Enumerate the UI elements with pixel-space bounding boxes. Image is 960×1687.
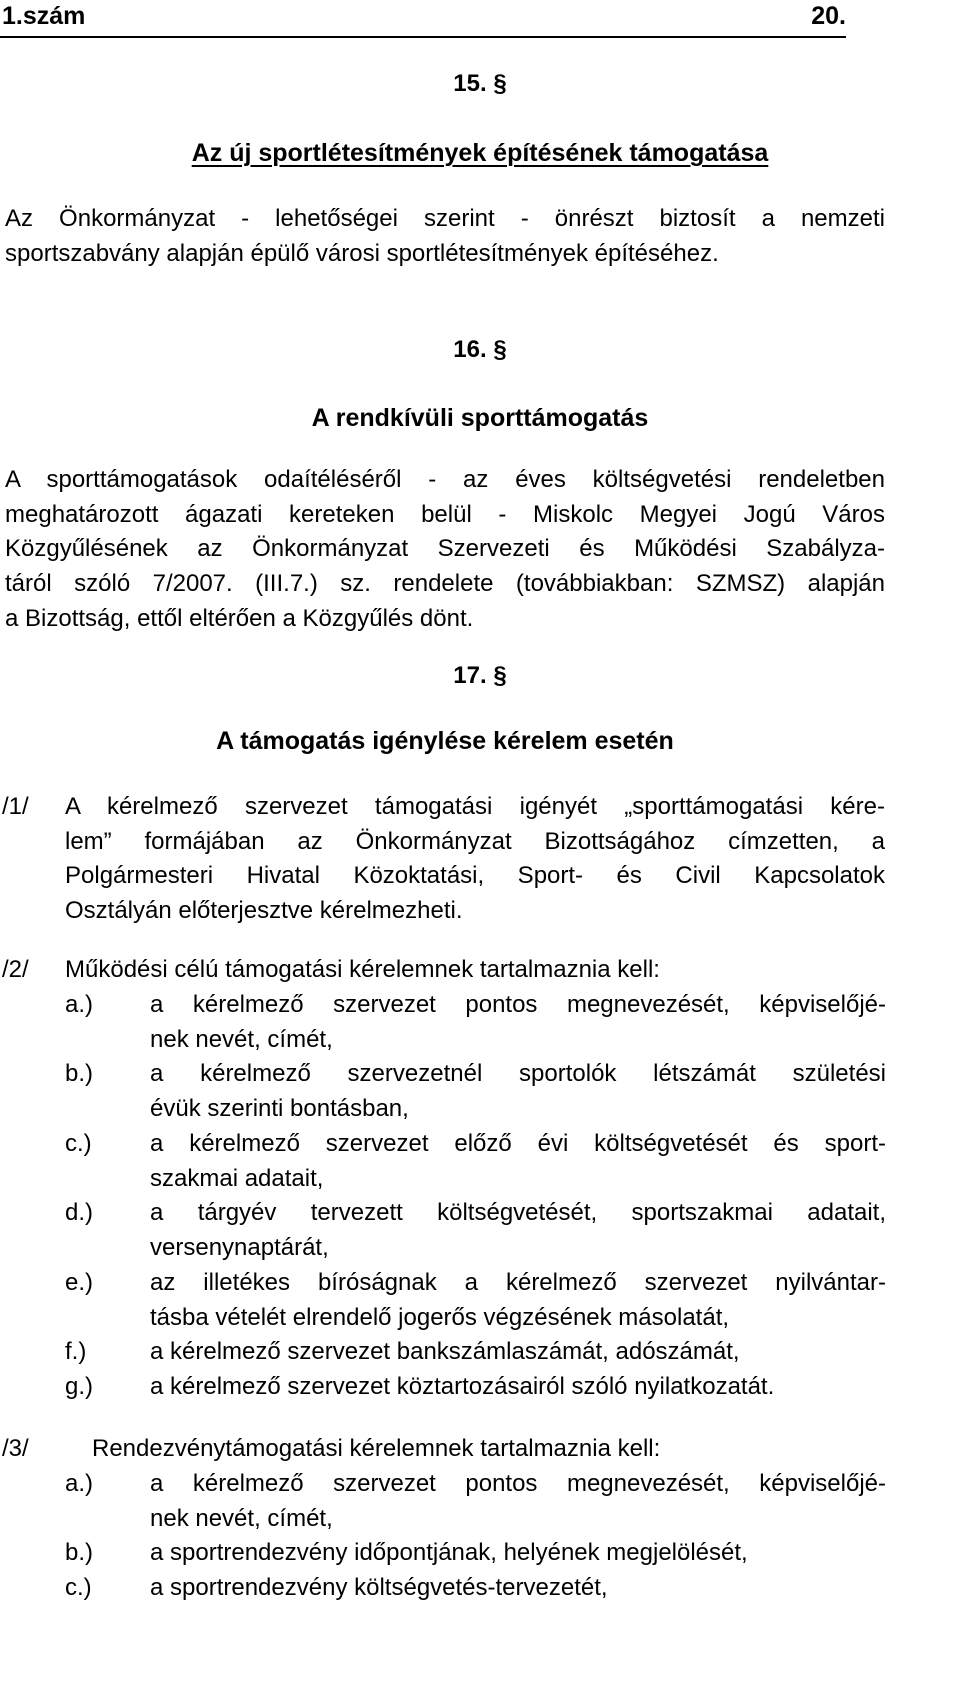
- text-line: táról szóló 7/2007. (III.7.) sz. rendelete (továbbiakban: SZMSZ) alapján: [5, 570, 885, 598]
- list-item-label: g.): [65, 1373, 94, 1400]
- list-item-label: b.): [65, 1539, 94, 1566]
- text-line: a Bizottság, ettől eltérően a Közgyűlés dönt.: [5, 604, 474, 632]
- section-15-text: [5, 202, 885, 271]
- list-item: a kérelmező szervezet pontos megnevezését, képviselőjé- nek nevét, címét,: [150, 1470, 886, 1532]
- list-item-label: b.): [65, 1060, 94, 1087]
- list-item: a sportrendezvény költségvetés-tervezetét,: [150, 1574, 608, 1601]
- list-item: az illetékes bíróságnak a kérelmező szervezet nyilvántar- tásba vételét elrendelő jogerős végzésének másolatát,: [150, 1269, 886, 1331]
- text-line: Polgármesteri Hivatal Közoktatási, Sport- és Civil Kapcsolatok: [65, 862, 885, 890]
- list-item: a kérelmező szervezetnél sportolók létszámát születési évük szerinti bontásban,: [150, 1060, 886, 1122]
- section-16-title: A rendkívüli sporttámogatás: [311, 404, 649, 432]
- section-15-title: Az új sportlétesítmények építésének támogatása: [191, 139, 769, 167]
- text-line: sportszabvány alapján épülő városi sportlétesítmények építéséhez.: [5, 239, 719, 267]
- list-item: a tárgyév tervezett költségvetését, sportszakmai adatait, versenynaptárát,: [150, 1199, 886, 1261]
- text-line: Osztályán előterjesztve kérelmezheti.: [65, 897, 463, 925]
- text-line: A kérelmező szervezet támogatási igényét „sporttámogatási kére-: [65, 793, 885, 820]
- paragraph-1-number: /1/: [2, 793, 29, 820]
- list-item-label: c.): [65, 1574, 92, 1601]
- list-item: a sportrendezvény időpontjának, helyének megjelölését,: [150, 1539, 748, 1566]
- list-item: a kérelmező szervezet pontos megnevezését, képviselőjé- nek nevét, címét,: [150, 991, 886, 1053]
- text-line: meghatározott ágazati kereteken belül - Miskolc Megyei Jogú Város: [5, 500, 885, 528]
- list-item: a kérelmező szervezet köztartozásairól szóló nyilatkozatát.: [150, 1373, 775, 1400]
- list-item-label: c.): [65, 1130, 92, 1157]
- paragraph-1-text: [65, 790, 885, 929]
- section-16-heading: 16. §: [453, 336, 507, 363]
- text-line: Közgyűlésének az Önkormányzat Szervezeti és Működési Szabályza-: [5, 535, 885, 563]
- paragraph-2-number: /2/: [2, 956, 29, 983]
- section-17-title: A támogatás igénylése kérelem esetén: [216, 727, 674, 755]
- paragraph-3-intro: Rendezvénytámogatási kérelemnek tartalmaznia kell:: [92, 1435, 661, 1462]
- paragraph-2-intro: Működési célú támogatási kérelemnek tartalmaznia kell:: [65, 956, 660, 983]
- page-number: 20.: [811, 2, 846, 30]
- list-item-label: a.): [65, 1470, 94, 1497]
- text-line: A sporttámogatások odaítéléséről - az éves költségvetési rendeletben: [5, 466, 885, 493]
- list-item-label: a.): [65, 991, 94, 1018]
- issue-number: 1.szám: [2, 2, 86, 30]
- list-item: a kérelmező szervezet előző évi költségvetését és sport- szakmai adatait,: [150, 1130, 886, 1192]
- section-17-heading: 17. §: [453, 662, 507, 689]
- section-16-text: [5, 463, 885, 636]
- section-15-heading: 15. §: [453, 70, 507, 97]
- list-item-label: e.): [65, 1269, 94, 1296]
- list-item-label: d.): [65, 1199, 94, 1226]
- list-item-label: f.): [65, 1338, 87, 1365]
- list-item: a kérelmező szervezet bankszámlaszámát, adószámát,: [150, 1338, 740, 1365]
- text-line: Az Önkormányzat - lehetőségei szerint - önrészt biztosít a nemzeti: [5, 205, 885, 232]
- text-line: lem” formájában az Önkormányzat Bizottságához címzetten, a: [65, 827, 885, 855]
- paragraph-3-number: /3/: [2, 1435, 29, 1462]
- page-header: [0, 0, 846, 38]
